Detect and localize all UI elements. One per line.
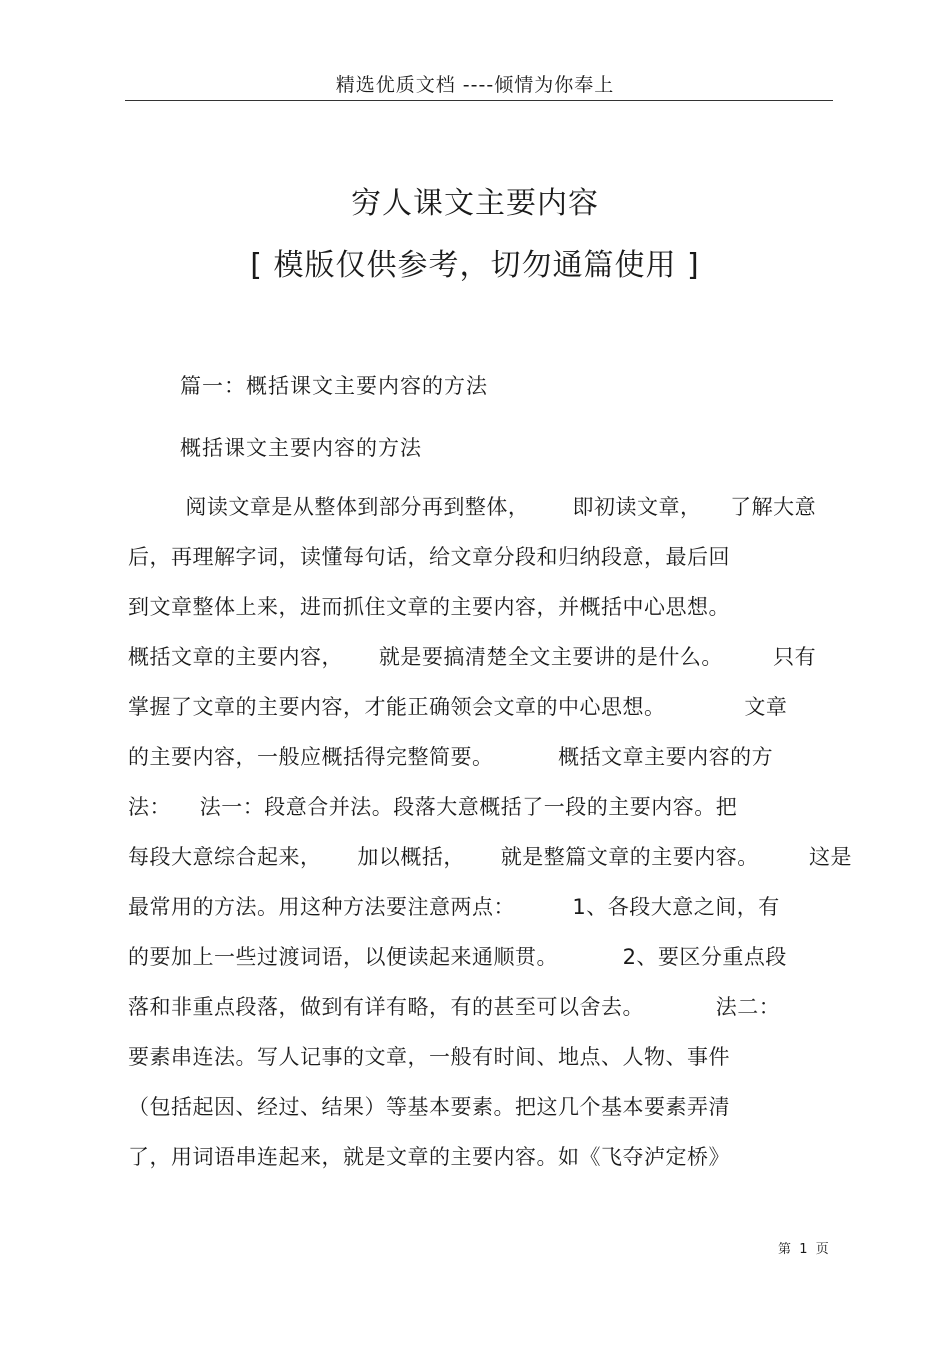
body-line: 落和非重点段落，做到有详有略，有的甚至可以舍去。 法二： [128, 995, 781, 1019]
body-line: 的要加上一些过渡词语，以便读起来通顺贯。 2、要区分重点段 [128, 945, 787, 969]
body-line: 的主要内容，一般应概括得完整简要。 概括文章主要内容的方 [128, 745, 774, 769]
body-line: 后，再理解字词，读懂每句话，给文章分段和归纳段意，最后回 [128, 545, 730, 569]
body-line: （包括起因、经过、结果）等基本要素。把这几个基本要素弄清 [128, 1095, 730, 1119]
document-title: 穷人课文主要内容 [351, 186, 599, 221]
body-line: 要素串连法。写人记事的文章，一般有时间、地点、人物、事件 [128, 1045, 730, 1069]
body-line: 概括文章的主要内容， 就是要搞清楚全文主要讲的是什么。 只有 [128, 645, 817, 669]
body-line: 到文章整体上来，进而抓住文章的主要内容，并概括中心思想。 [128, 595, 730, 619]
body-line: 掌握了文章的主要内容，才能正确领会文章的中心思想。 文章 [128, 695, 788, 719]
document-subtitle: [ 模版仅供参考，切勿通篇使用 ] [250, 248, 700, 283]
body-line: 每段大意综合起来， 加以概括， 就是整篇文章的主要内容。 这是 [128, 845, 852, 869]
header-text: 精选优质文档 ----倾情为你奉上 [335, 74, 615, 96]
body-line: 法： 法一：段意合并法。段落大意概括了一段的主要内容。把 [128, 795, 738, 819]
section-heading: 篇一：概括课文主要内容的方法 [180, 374, 488, 398]
page-number: 第 1 页 [778, 1242, 829, 1257]
body-line: 了，用词语串连起来，就是文章的主要内容。如《飞夺泸定桥》 [128, 1145, 730, 1169]
section-subheading: 概括课文主要内容的方法 [180, 436, 422, 460]
body-line: 最常用的方法。用这种方法要注意两点： 1、各段大意之间，有 [128, 895, 780, 919]
body-line: 阅读文章是从整体到部分再到整体， 即初读文章， 了解大意 [128, 495, 817, 519]
header-divider [125, 100, 833, 101]
